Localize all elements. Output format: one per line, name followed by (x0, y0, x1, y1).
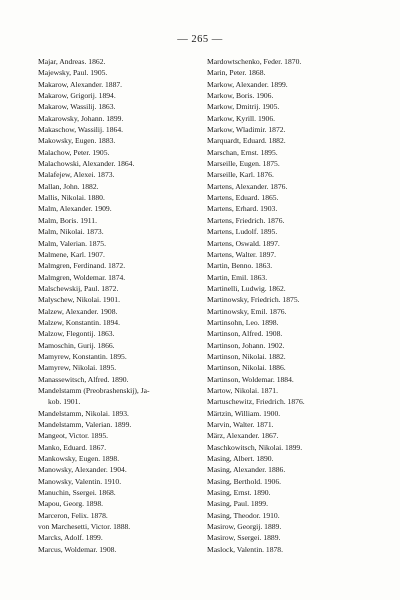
list-item: Masing, Alexander. 1886. (207, 465, 286, 475)
list-item: Martinson, Woldemar. 1884. (207, 374, 294, 384)
list-item: Makaschow, Wassilij. 1864. (38, 125, 124, 135)
list-item: Markow, Alexander. 1899. (207, 79, 288, 89)
list-item: Marseille, Karl. 1876. (207, 170, 274, 180)
list-item: Martinson, Johann. 1902. (207, 340, 285, 350)
list-item: Markow, Boris. 1906. (207, 91, 274, 101)
list-item: Malzew, Alexander. 1908. (38, 306, 118, 316)
list-item: Martinelli, Ludwig. 1862. (207, 283, 286, 293)
list-item: Malm, Alexander. 1909. (38, 204, 112, 214)
list-item: März, Alexander. 1867. (207, 431, 279, 441)
list-item: Marcus, Woldemar. 1908. (38, 544, 117, 554)
list-item: Masing, Ernst. 1890. (207, 488, 271, 498)
list-item: Makarowsky, Johann. 1899. (38, 113, 124, 123)
list-item: Martin, Benno. 1863. (207, 261, 273, 271)
list-item: Marceron, Felix. 1878. (38, 510, 108, 520)
list-item: Malafejew, Alexei. 1873. (38, 170, 115, 180)
list-item: Martinson, Nikolai. 1882. (207, 351, 286, 361)
right-column (207, 56, 377, 555)
list-item: Malm, Boris. 1911. (38, 215, 97, 225)
list-item: Malyschew, Nikolai. 1901. (38, 295, 120, 305)
list-item: Mandelstamm, Valerian. 1899. (38, 420, 132, 429)
list-item: Markow, Dmitrij. 1905. (207, 102, 280, 112)
list-item: Masirow, Georgij. 1889. (207, 522, 282, 532)
list-item: Märtzin, William. 1900. (207, 408, 281, 418)
list-item: Martens, Oswald. 1897. (207, 238, 280, 248)
list-item: Marschan, Ernst. 1895. (207, 147, 278, 157)
list-item: Manuchin, Ssergei. 1868. (38, 488, 116, 498)
list-item: Marvin, Walter. 1871. (207, 420, 274, 429)
list-item: Malmgren, Woldemar. 1874. (38, 272, 126, 282)
list-item: Martuschewitz, Friedrich. 1876. (207, 397, 305, 407)
list-item: Makarow, Grigorij. 1894. (38, 91, 116, 101)
list-item: Markow, Kyrill. 1906. (207, 113, 276, 123)
list-item: Martow, Nikolai. 1871. (207, 385, 279, 395)
list-item: Malschewskij, Paul. 1872. (38, 283, 119, 293)
list-item: Makarow, Alexander. 1887. (38, 79, 123, 89)
list-item: Mardowtschenko, Feder. 1870. (207, 57, 302, 66)
list-item: Malmene, Karl. 1907. (38, 249, 105, 259)
list-item: Mapou, Georg. 1898. (38, 499, 104, 509)
list-item: Martinowsky, Emil. 1876. (207, 306, 287, 316)
list-item: Martinsohn, Leo. 1898. (207, 317, 279, 327)
list-item: Masing, Paul. 1899. (207, 499, 268, 509)
list-item: Mallan, John. 1882. (38, 181, 99, 191)
list-item: Masing, Theodor. 1910. (207, 510, 280, 520)
list-item: Martens, Eduard. 1865. (207, 193, 279, 203)
list-item: Mandelstamm, Nikolai. 1893. (38, 408, 129, 418)
list-item: Malm, Valerian. 1875. (38, 238, 106, 248)
list-item: Martinson, Nikolai. 1886. (207, 363, 286, 373)
list-item: kob. 1901. (48, 397, 81, 407)
list-item: Malmgren, Ferdinand. 1872. (38, 261, 126, 271)
list-item: Martens, Erhard. 1903. (207, 204, 278, 214)
list-item: von Marchesetti, Victor. 1888. (38, 522, 131, 532)
list-item: Mankowsky, Eugen. 1898. (38, 454, 120, 464)
list-item: Manowsky, Alexander. 1904. (38, 465, 127, 475)
list-item: Marseille, Eugen. 1875. (207, 159, 280, 169)
list-item: Martinson, Alfred. 1908. (207, 329, 283, 339)
list-item: Maslock, Valentin. 1878. (207, 544, 283, 554)
page-number: — 265 — (177, 34, 223, 45)
list-item: Martens, Ludolf. 1895. (207, 227, 278, 237)
list-item: Malm, Nikolai. 1873. (38, 227, 104, 237)
list-item: Masing, Albert. 1890. (207, 454, 274, 464)
list-item: Marcks, Adolf. 1899. (38, 533, 103, 543)
list-item: Martens, Walter. 1897. (207, 249, 277, 259)
list-item: Majar, Andreas. 1862. (38, 57, 106, 66)
list-item: Mamyrew, Konstantin. 1895. (38, 351, 127, 361)
list-item: Masirow, Ssergei. 1889. (207, 533, 281, 543)
list-item: Martens, Friedrich. 1876. (207, 215, 285, 225)
list-item: Marin, Peter. 1868. (207, 68, 266, 78)
list-item: Manassewitsch, Alfred. 1890. (38, 374, 129, 384)
list-item: Martinowsky, Friedrich. 1875. (207, 295, 300, 305)
list-item: Makowsky, Eugen. 1883. (38, 136, 116, 146)
list-item: Mamyrew, Nikolai. 1895. (38, 363, 117, 373)
list-item: Malachow, Peter. 1905. (38, 147, 110, 157)
left-column (38, 56, 203, 555)
list-item: Martin, Emil. 1863. (207, 272, 268, 282)
list-item: Malzow, Flegontij. 1863. (38, 329, 115, 339)
list-item: Marquardt, Eduard. 1882. (207, 136, 286, 146)
list-item: Mallis, Nikolai. 1880. (38, 193, 105, 203)
list-item: Markow, Wladimir. 1872. (207, 125, 286, 135)
list-item: Malzew, Konstantin. 1894. (38, 317, 120, 327)
list-item: Martens, Alexander. 1876. (207, 181, 288, 191)
list-item: Maschkowitsch, Nikolai. 1899. (207, 442, 303, 452)
list-item: Malachowski, Alexander. 1864. (38, 159, 135, 169)
list-item: Manowsky, Valentin. 1910. (38, 476, 122, 486)
list-item: Mamoschin, Gurij. 1866. (38, 340, 115, 350)
list-item: Masing, Berthold. 1906. (207, 476, 282, 486)
list-item: Mandelstamm (Preobrashenskij), Ja- (38, 385, 150, 395)
list-item: Makarow, Wassilij. 1863. (38, 102, 116, 112)
list-item: Manko, Eduard. 1867. (38, 442, 107, 452)
list-item: Majewsky, Paul. 1905. (38, 68, 108, 78)
list-item: Mangeot, Victor. 1895. (38, 431, 109, 441)
